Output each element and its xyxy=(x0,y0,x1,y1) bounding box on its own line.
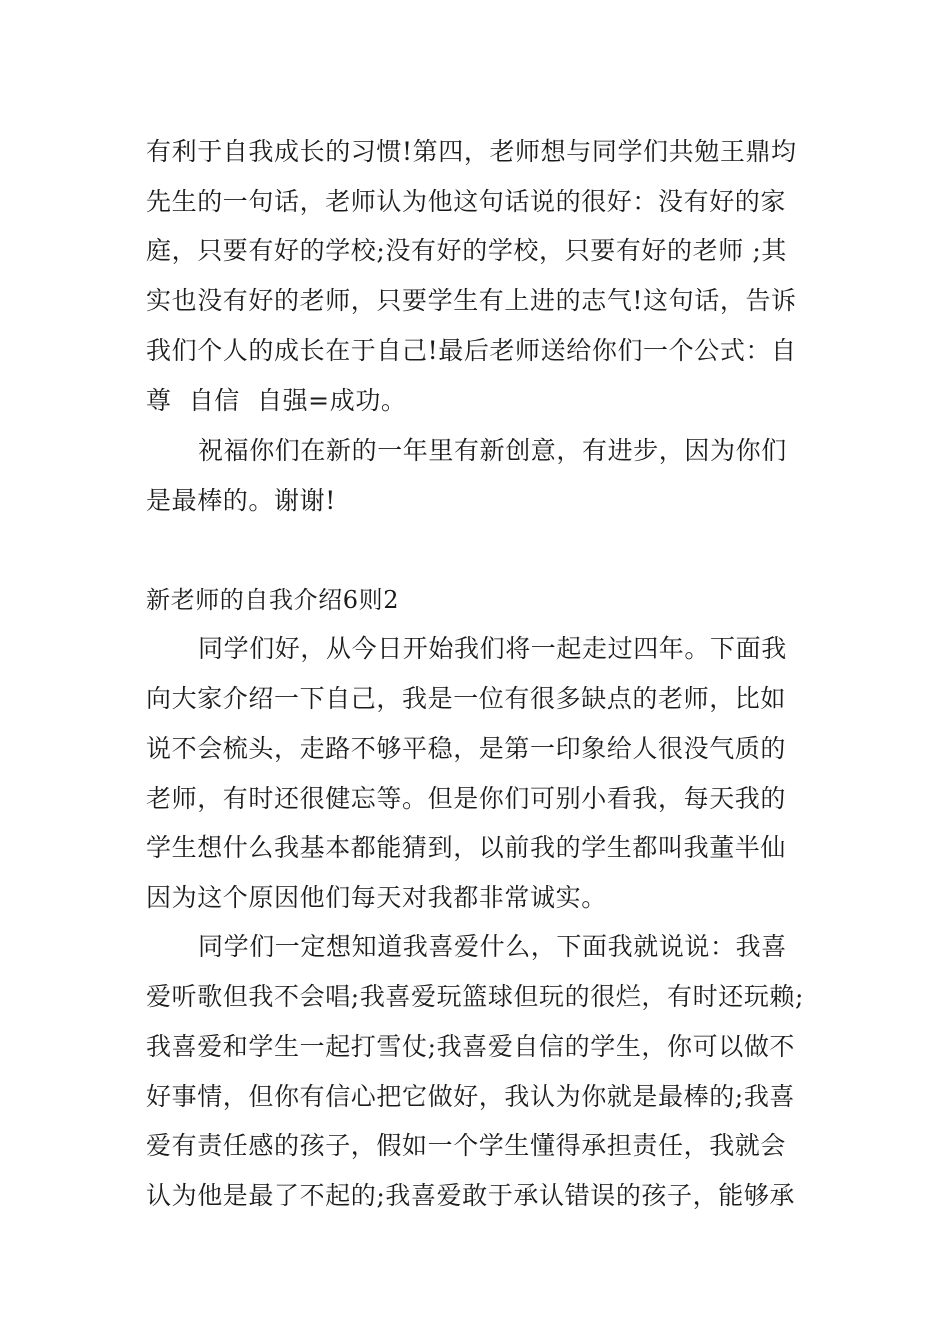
paragraph-line: 说不会梳头，走路不够平稳，是第一印象给人很没气质的 xyxy=(146,734,787,763)
paragraph-line: 向大家介绍一下自己，我是一位有很多缺点的老师，比如 xyxy=(146,684,787,713)
paragraph-line: 实也没有好的老师，只要学生有上进的志气!这句话，告诉 xyxy=(146,286,797,315)
paragraph-line: 有利于自我成长的习惯!第四，老师想与同学们共勉王鼎均 xyxy=(146,137,797,166)
paragraph-line: 庭，只要有好的学校;没有好的学校，只要有好的老师 ;其 xyxy=(146,236,787,265)
paragraph-line: 好事情，但你有信心把它做好，我认为你就是最棒的;我喜 xyxy=(146,1082,796,1111)
paragraph-line: 老师，有时还很健忘等。但是你们可别小看我，每天我的 xyxy=(146,784,787,813)
paragraph-line: 学生想什么我基本都能猜到，以前我的学生都叫我董半仙 xyxy=(146,833,787,862)
paragraph-line: 我喜爱和学生一起打雪仗;我喜爱自信的学生，你可以做不 xyxy=(146,1032,796,1061)
paragraph-line: 因为这个原因他们每天对我都非常诚实。 xyxy=(146,883,607,912)
paragraph-line: 爱有责任感的孩子，假如一个学生懂得承担责任，我就会 xyxy=(146,1131,787,1160)
paragraph-line: 先生的一句话，老师认为他这句话说的很好：没有好的家 xyxy=(146,187,787,216)
paragraph-line: 祝福你们在新的一年里有新创意，有进步，因为你们 xyxy=(198,436,787,465)
paragraph-line: 同学们好，从今日开始我们将一起走过四年。下面我 xyxy=(198,634,787,663)
paragraph-line: 认为他是最了不起的;我喜爱敢于承认错误的孩子，能够承 xyxy=(146,1181,796,1210)
paragraph-line: 是最棒的。谢谢! xyxy=(146,486,336,515)
paragraph-line: 我们个人的成长在于自己!最后老师送给你们一个公式：自 xyxy=(146,336,797,365)
paragraph-line: 同学们一定想知道我喜爱什么，下面我就说说：我喜 xyxy=(198,932,787,961)
section-heading: 新老师的自我介绍6则2 xyxy=(146,586,400,614)
paragraph-line: 爱听歌但我不会唱;我喜爱玩篮球但玩的很烂，有时还玩赖; xyxy=(146,982,805,1011)
paragraph-line: 尊 自信 自强=成功。 xyxy=(146,386,407,415)
